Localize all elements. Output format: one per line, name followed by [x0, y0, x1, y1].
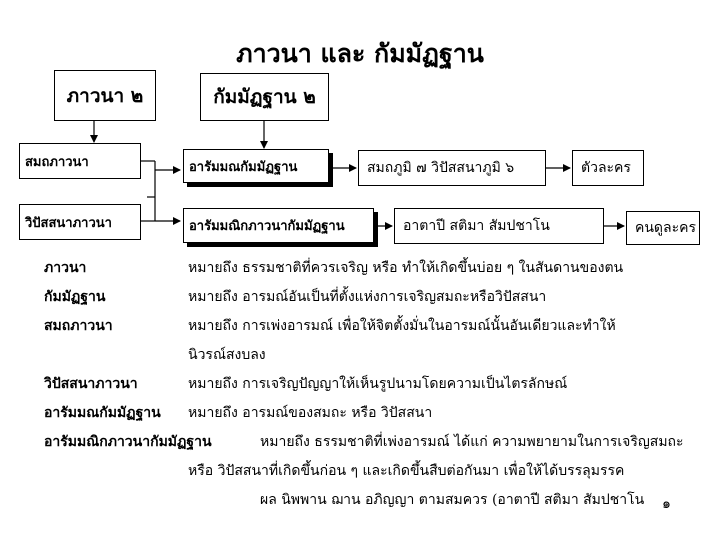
box-kammatthana-2: กัมมัฏฐาน ๒: [200, 73, 329, 121]
box-atapi-satima: อาตาปี สติมา สัมปชาโน: [394, 208, 604, 244]
box-arammanika-bhavana-kammatthana: อารัมมณิกภาวนากัมมัฏฐาน: [183, 208, 374, 243]
definition-text: หมายถึง ธรรมชาติที่เพ่งอารมณ์ ได้แก่ ความพยายามในการเจริญสมถะ: [260, 434, 684, 450]
definition-text: หมายถึง อารมณ์ของสมถะ หรือ วิปัสสนา: [188, 405, 433, 421]
box-khonduelakorn: คนดูละคร: [626, 211, 700, 245]
definition-term: วิปัสสนาภาวนา: [44, 376, 138, 392]
definition-term: อารัมมณกัมมัฏฐาน: [44, 405, 161, 421]
page-title: ภาวนา และ กัมมัฏฐาน: [236, 39, 484, 68]
box-arammana-kammatthana: อารัมมณกัมมัฏฐาน: [183, 149, 329, 183]
definition-term: ภาวนา: [44, 260, 87, 276]
definition-text: หมายถึง การเพ่งอารมณ์ เพื่อให้จิตตั้งมั่นในอารมณ์นั้นอันเดียวและทำให้: [188, 318, 616, 334]
definition-text: หมายถึง อารมณ์อันเป็นที่ตั้งแห่งการเจริญสมถะหรือวิปัสสนา: [188, 289, 547, 305]
definition-term: สมถภาวนา: [44, 318, 113, 334]
box-samatha-bhumi: สมถภูมิ ๗ วิปัสสนาภูมิ ๖: [358, 150, 546, 186]
definition-term: อารัมมณิกภาวนากัมมัฏฐาน: [44, 434, 212, 450]
definition-text: ผล นิพพาน ฌาน อภิญญา ตามสมควร (อาตาปี สติมา สัมปชาโน: [260, 492, 645, 508]
definition-text: หรือ วิปัสสนาที่เกิดขึ้นก่อน ๆ และเกิดขึ้นสืบต่อกันมา เพื่อให้ได้บรรลุมรรค: [188, 463, 625, 479]
box-vipassana-bhavana: วิปัสสนาภาวนา: [19, 204, 141, 240]
box-bhavana-2: ภาวนา ๒: [54, 70, 156, 121]
definition-text: หมายถึง การเจริญปัญญาให้เห็นรูปนามโดยความเป็นไตรลักษณ์: [188, 376, 568, 392]
definition-text: นิวรณ์สงบลง: [188, 347, 266, 363]
definition-term: กัมมัฏฐาน: [44, 289, 106, 305]
box-tualakorn: ตัวละคร: [572, 150, 644, 186]
box-samatha-bhavana: สมถภาวนา: [19, 143, 141, 179]
page-number: ๑: [662, 496, 671, 512]
definition-text: หมายถึง ธรรมชาติที่ควรเจริญ หรือ ทำให้เกิดขึ้นบ่อย ๆ ในสันดานของตน: [188, 260, 624, 276]
